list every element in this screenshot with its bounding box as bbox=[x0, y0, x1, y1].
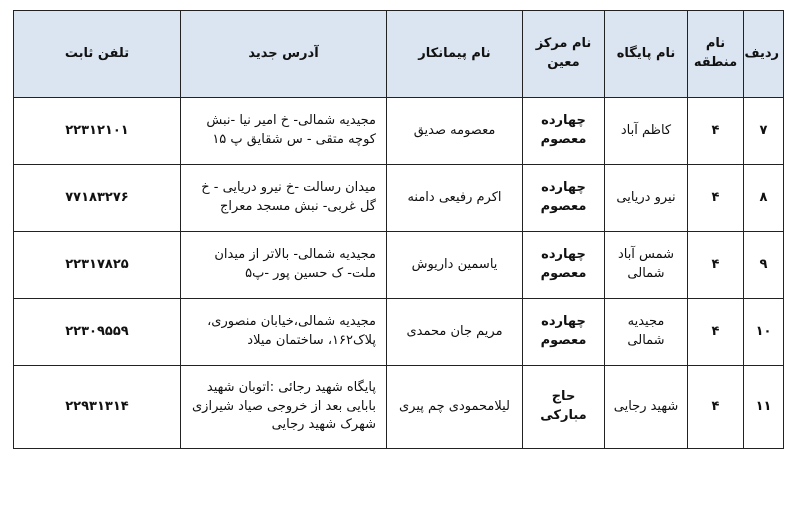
cell-phone: ۷۷۱۸۳۲۷۶ bbox=[14, 165, 181, 232]
table-row bbox=[14, 232, 784, 299]
cell-region: ۴ bbox=[688, 232, 744, 299]
cell-center: حاج مبارکی bbox=[523, 366, 605, 449]
cell-row-no: ۱۰ bbox=[744, 299, 784, 366]
cell-contractor: لیلامحمودی چم پیری bbox=[387, 366, 523, 449]
cell-row-no: ۹ bbox=[744, 232, 784, 299]
cell-address: مجیدیه شمالی- بالاتر از میدان ملت- ک حسین پور -پ۵ bbox=[181, 232, 387, 299]
cell-base-name: مجیدیه شمالی bbox=[605, 299, 688, 366]
cell-phone: ۲۲۳۱۷۸۲۵ bbox=[14, 232, 181, 299]
cell-address: پایگاه شهید رجائی :اتوبان شهید بابایی بعد از خروجی صیاد شیرازی شهرک شهید رجایی bbox=[181, 366, 387, 449]
header-base-name: نام پایگاه bbox=[605, 11, 688, 98]
header-row bbox=[14, 11, 784, 98]
contacts-table bbox=[13, 10, 784, 449]
cell-region: ۴ bbox=[688, 165, 744, 232]
table-header bbox=[14, 11, 784, 98]
cell-region: ۴ bbox=[688, 366, 744, 449]
header-contractor: نام پیمانکار bbox=[387, 11, 523, 98]
cell-base-name: شهید رجایی bbox=[605, 366, 688, 449]
cell-contractor: معصومه صدیق bbox=[387, 98, 523, 165]
table-row bbox=[14, 98, 784, 165]
cell-row-no: ۱۱ bbox=[744, 366, 784, 449]
cell-phone: ۲۲۳۰۹۵۵۹ bbox=[14, 299, 181, 366]
cell-base-name: نیرو دریایی bbox=[605, 165, 688, 232]
cell-center: چهارده معصوم bbox=[523, 98, 605, 165]
cell-center: چهارده معصوم bbox=[523, 232, 605, 299]
header-region: نام منطقه bbox=[688, 11, 744, 98]
cell-center: چهارده معصوم bbox=[523, 165, 605, 232]
cell-contractor: مریم جان محمدی bbox=[387, 299, 523, 366]
cell-row-no: ۷ bbox=[744, 98, 784, 165]
table-row bbox=[14, 165, 784, 232]
header-row-no: ردیف bbox=[744, 11, 784, 98]
cell-address: مجیدیه شمالی،خیابان منصوری، پلاک۱۶۲، ساختمان میلاد bbox=[181, 299, 387, 366]
cell-base-name: کاظم آباد bbox=[605, 98, 688, 165]
cell-region: ۴ bbox=[688, 98, 744, 165]
header-center: نام مرکز معین bbox=[523, 11, 605, 98]
cell-address: مجیدیه شمالی- خ امیر نیا -نبش کوچه متقی - س شقایق پ ۱۵ bbox=[181, 98, 387, 165]
cell-contractor: اکرم رفیعی دامنه bbox=[387, 165, 523, 232]
cell-row-no: ۸ bbox=[744, 165, 784, 232]
cell-phone: ۲۲۹۳۱۳۱۴ bbox=[14, 366, 181, 449]
header-address: آدرس جدید bbox=[181, 11, 387, 98]
cell-phone: ۲۲۳۱۲۱۰۱ bbox=[14, 98, 181, 165]
cell-region: ۴ bbox=[688, 299, 744, 366]
table-body bbox=[14, 98, 784, 449]
cell-contractor: یاسمین داریوش bbox=[387, 232, 523, 299]
cell-base-name: شمس آباد شمالی bbox=[605, 232, 688, 299]
cell-center: چهارده معصوم bbox=[523, 299, 605, 366]
table-row bbox=[14, 299, 784, 366]
cell-address: میدان رسالت -خ نیرو دریایی - خ گل غربی- نبش مسجد معراج bbox=[181, 165, 387, 232]
table-row bbox=[14, 366, 784, 449]
header-phone: تلفن ثابت bbox=[14, 11, 181, 98]
